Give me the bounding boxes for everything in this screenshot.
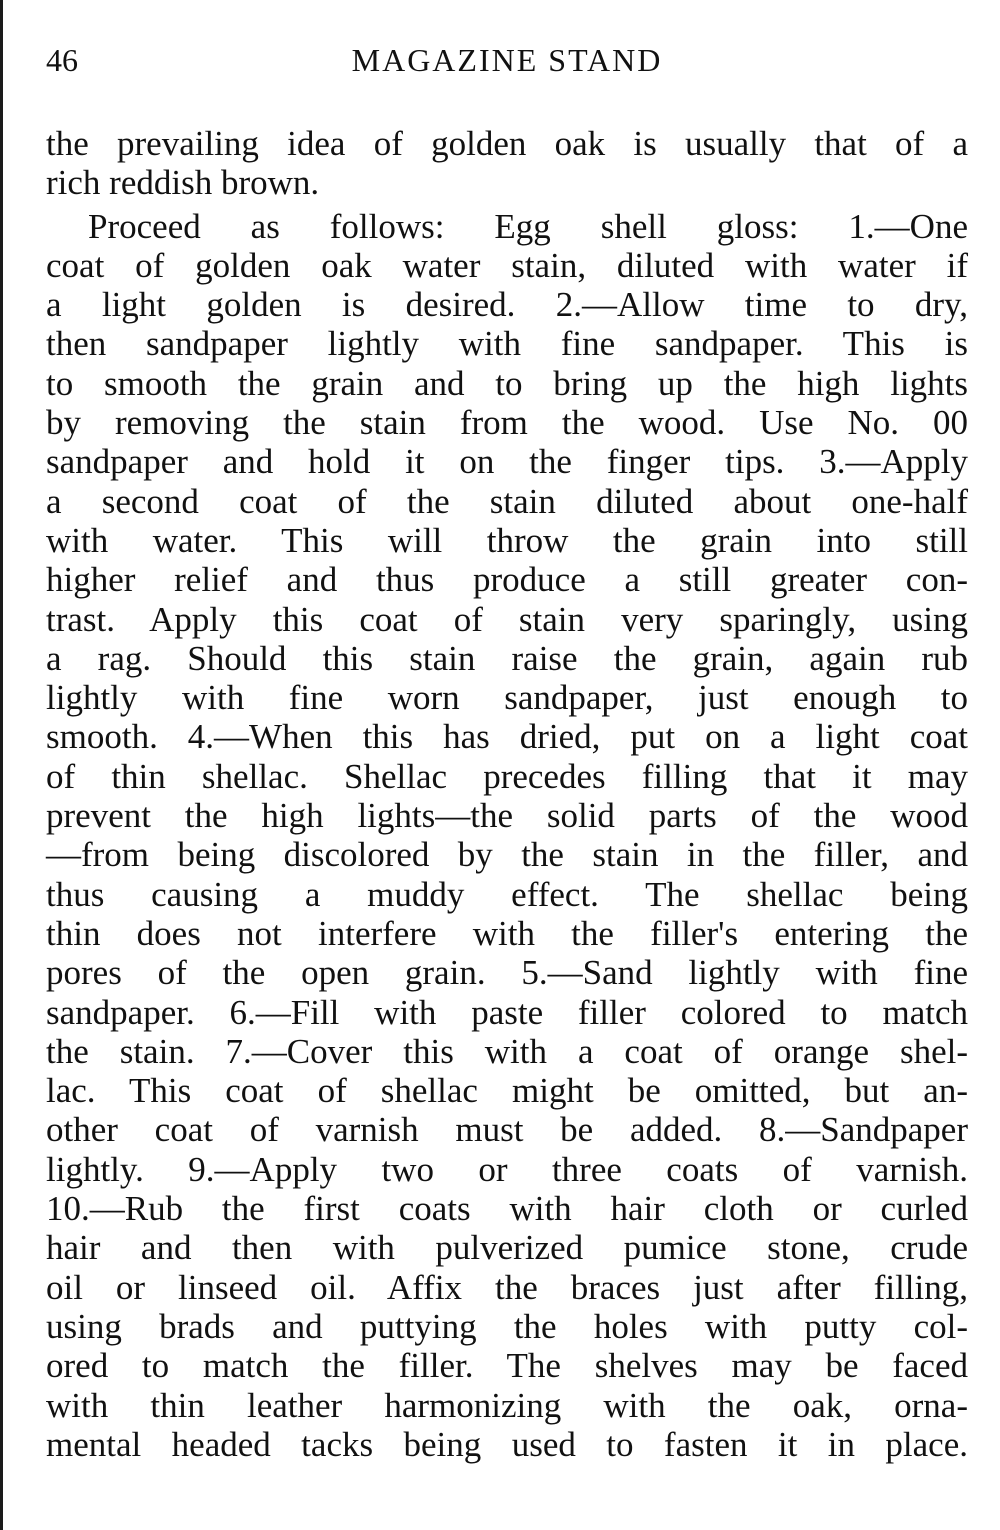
text-line: using brads and puttying the holes with putty col- (46, 1306, 968, 1346)
text-line: hair and then with pulverized pumice stone, crude (46, 1228, 968, 1268)
text-line: lightly with fine worn sandpaper, just enough to (46, 678, 968, 718)
text-line: higher relief and thus produce a still greater con- (46, 560, 968, 600)
text-line: with thin leather harmonizing with the oak, orna- (46, 1385, 968, 1425)
page-header (46, 40, 968, 80)
text-line: pores of the open grain. 5.—Sand lightly with fine (46, 953, 968, 993)
page-edge-rule (0, 0, 3, 1530)
text-line: then sandpaper lightly with fine sandpaper. This is (46, 324, 968, 364)
text-line: with water. This will throw the grain into still (46, 520, 968, 560)
text-line: other coat of varnish must be added. 8.—Sandpaper (46, 1110, 968, 1150)
paragraph-2 (46, 207, 968, 1465)
running-head: MAGAZINE STAND (351, 42, 663, 78)
text-line: ored to match the filler. The shelves may be faced (46, 1346, 968, 1386)
text-line: lac. This coat of shellac might be omitted, but an- (46, 1071, 968, 1111)
text-line: trast. Apply this coat of stain very sparingly, using (46, 599, 968, 639)
text-line: 10.—Rub the first coats with hair cloth or curled (46, 1189, 968, 1229)
text-line: —from being discolored by the stain in the filler, and (46, 835, 968, 875)
text-line: sandpaper. 6.—Fill with paste filler colored to match (46, 992, 968, 1032)
paragraph-1 (46, 124, 968, 203)
text-line: a rag. Should this stain raise the grain, again rub (46, 638, 968, 678)
text-line: thin does not interfere with the filler's entering the (46, 913, 968, 953)
text-line: a light golden is desired. 2.—Allow time to dry, (46, 285, 968, 325)
text-line: to smooth the grain and to bring up the high lights (46, 363, 968, 403)
text-line: sandpaper and hold it on the finger tips. 3.—Apply (46, 442, 968, 482)
text-line: coat of golden oak water stain, diluted with water if (46, 245, 968, 285)
text-line: the prevailing idea of golden oak is usually that of a (46, 124, 968, 163)
text-line: thus causing a muddy effect. The shellac being (46, 874, 968, 914)
text-line: oil or linseed oil. Affix the braces just after filling, (46, 1267, 968, 1307)
text-line: lightly. 9.—Apply two or three coats of varnish. (46, 1149, 968, 1189)
text-line: mental headed tacks being used to fasten it in place. (46, 1424, 968, 1464)
text-line: smooth. 4.—When this has dried, put on a light coat (46, 717, 968, 757)
text-line: the stain. 7.—Cover this with a coat of orange shel- (46, 1031, 968, 1071)
text-line: a second coat of the stain diluted about one-half (46, 481, 968, 521)
text-line: Proceed as follows: Egg shell gloss: 1.—One (88, 206, 968, 246)
text-line: rich reddish brown. (46, 163, 320, 203)
text-line: by removing the stain from the wood. Use No. 00 (46, 403, 968, 443)
text-line: of thin shellac. Shellac precedes filling that it may (46, 756, 968, 796)
page-number: 46 (46, 42, 78, 78)
text-line: prevent the high lights—the solid parts of the wood (46, 796, 968, 836)
body-text (46, 124, 968, 1464)
